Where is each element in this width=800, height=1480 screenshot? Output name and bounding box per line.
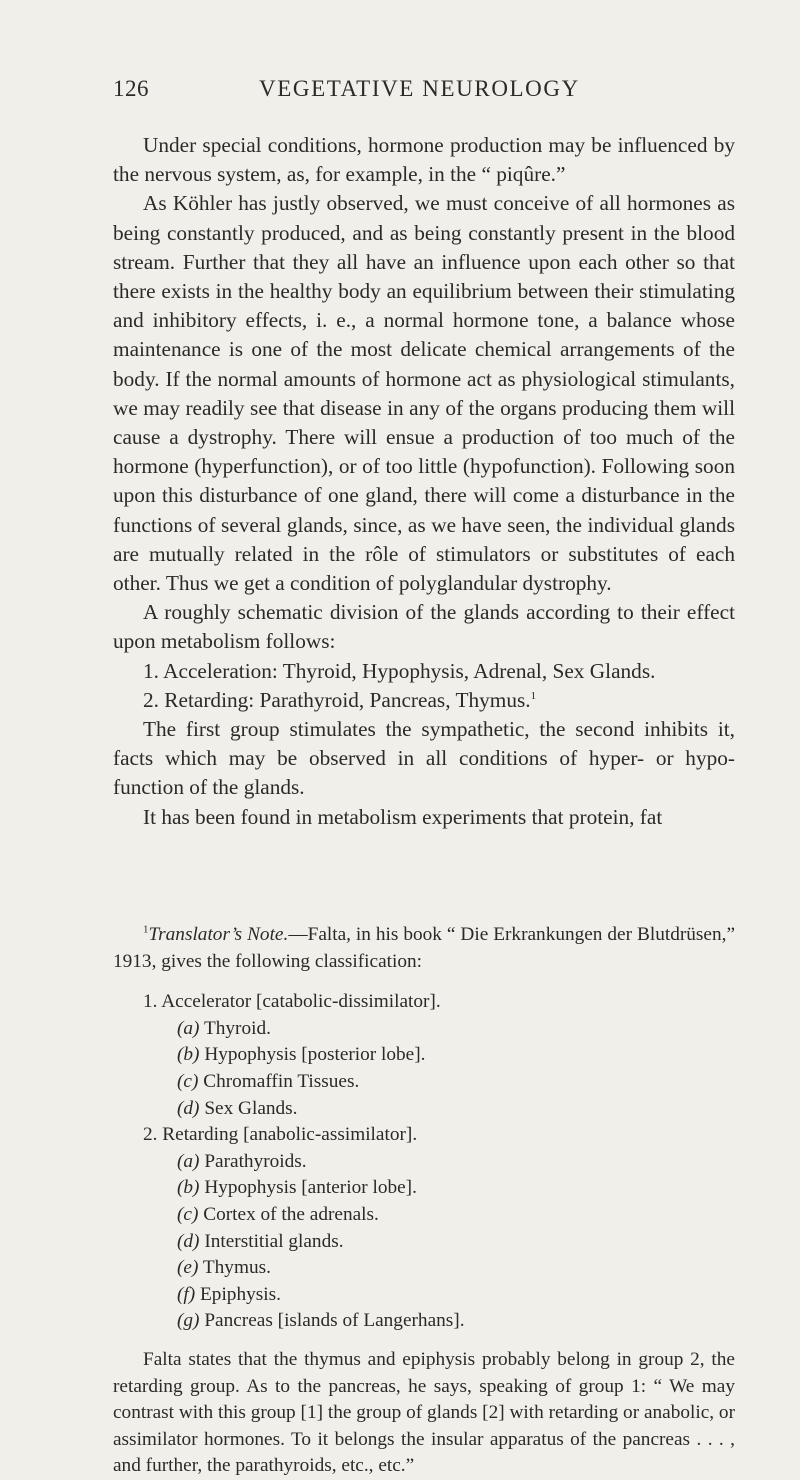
item-text: Parathyroids. [204, 1150, 307, 1172]
item-mark: (d) [177, 1097, 200, 1119]
paragraph: It has been found in metabolism experiments that protein, fat [143, 804, 663, 829]
footnote [113, 922, 735, 1480]
group-title: 2. Retarding [anabolic-assimilator]. [143, 1124, 418, 1146]
item-text: Hypophysis [posterior lobe]. [204, 1044, 426, 1066]
group-item [113, 1282, 735, 1309]
group-item [113, 1042, 735, 1069]
footnote-closing: Falta states that the thymus and epiphysis probably belong in group 2, the retarding group. As to the pancreas, he says, speaking of group 1: “ We may contrast with this group [1] the group of glands [2] with retarding or anabolic, or assimilator hormones. To it belongs the insular apparatus of the pancreas . . . , and further, the parathyroids, etc., etc.” [113, 1348, 735, 1477]
list-item: 1. Acceleration: Thyroid, Hypophysis, Adrenal, Sex Glands. [143, 658, 656, 683]
main-text [113, 131, 735, 832]
group-item [113, 1096, 735, 1123]
page-number: 126 [113, 76, 149, 101]
item-mark: (e) [177, 1257, 199, 1279]
group-item [113, 1149, 735, 1176]
paragraph: A roughly schematic division of the glands according to their effect upon metabolism follows: [113, 600, 735, 654]
item-text: Thymus. [202, 1257, 271, 1279]
item-text: Pancreas [islands of Langerhans]. [204, 1310, 465, 1332]
item-text: Cortex of the adrenals. [203, 1203, 379, 1225]
paragraph: Under special conditions, hormone production may be influenced by the nervous system, as, for example, in the “ piqûre.” [113, 133, 735, 187]
item-text: Epiphysis. [200, 1283, 281, 1305]
group-item [113, 1016, 735, 1043]
footnote-marker: 1 [530, 689, 537, 702]
running-title: VEGETATIVE NEUROLOGY [259, 76, 580, 101]
item-mark: (a) [177, 1017, 200, 1039]
group-item [113, 1308, 735, 1335]
footnote-intro-text: —Falta, in his book “ Die Erkrankungen der Blutdrüsen,” 1913, gives the following classification: [113, 924, 736, 972]
paragraph: The first group stimulates the sympathetic, the second inhibits it, facts which may be observed in all conditions of hyper- or hypo-function of the glands. [113, 717, 735, 800]
group-item [113, 1175, 735, 1202]
classification-list [113, 989, 735, 1335]
group-item [113, 1069, 735, 1096]
list-item [113, 686, 735, 715]
paragraph: As Köhler has justly observed, we must conceive of all hormones as being constantly produced, and as being constantly present in the blood stream. Further that they all have an influence upon each other so that there exists in the healthy body an equilibrium between their stimulating and inhibitory effects, i. e., a normal hormone tone, a balance whose maintenance is one of the most delicate chemical arrangements of the body. If the normal amounts of hormone act as physiological stimulants, we may readily see that disease in any of the organs producing them will cause a dystrophy. There will ensue a production of too much of the hormone (hyperfunction), or of too little (hypofunction). Following soon upon this disturbance of one gland, there will come a disturbance in the functions of several glands, since, as we have seen, the individual glands are mutually related in the rôle of stimulators or substitutes of each other. Thus we get a condition of polyglandular dystrophy. [113, 191, 735, 596]
item-mark: (f) [177, 1283, 196, 1305]
item-mark: (b) [177, 1177, 200, 1199]
item-mark: (c) [177, 1203, 199, 1225]
item-mark: (b) [177, 1044, 200, 1066]
item-text: Interstitial glands. [204, 1230, 344, 1252]
item-mark: (a) [177, 1150, 200, 1172]
list-item-text: 2. Retarding: Parathyroid, Pancreas, Thymus. [143, 687, 531, 712]
item-text: Sex Glands. [204, 1097, 298, 1119]
item-mark: (d) [177, 1230, 200, 1252]
item-mark: (c) [177, 1070, 199, 1092]
item-mark: (g) [177, 1310, 200, 1332]
item-text: Thyroid. [203, 1017, 271, 1039]
footnote-intro [113, 922, 735, 975]
group-title: 1. Accelerator [catabolic-dissimilator]. [143, 991, 441, 1013]
item-text: Hypophysis [anterior lobe]. [204, 1177, 417, 1199]
footnote-label: Translator’s Note. [148, 924, 289, 945]
item-text: Chromaffin Tissues. [203, 1070, 360, 1092]
group-item [113, 1229, 735, 1256]
group-item [113, 1255, 735, 1282]
group-item [113, 1202, 735, 1229]
footnote-number: 1 [143, 923, 149, 936]
